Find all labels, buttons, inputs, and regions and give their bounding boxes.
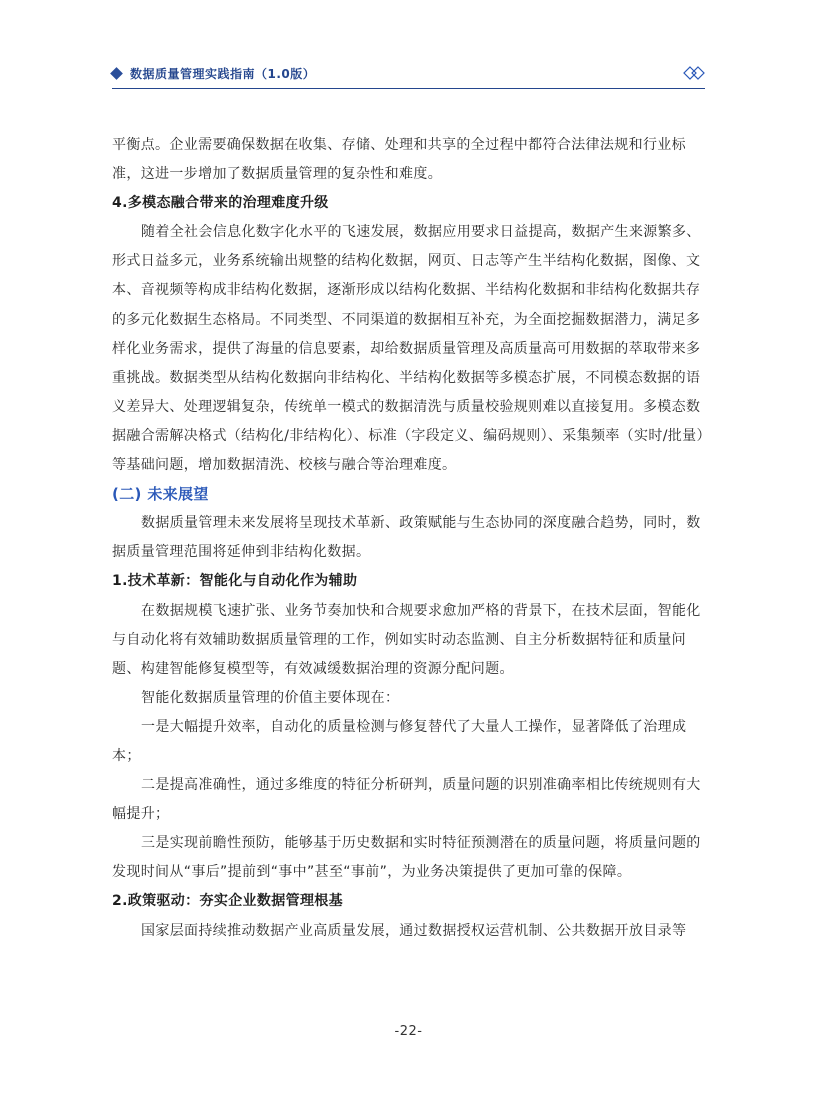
double-diamond-logo-icon (683, 66, 705, 80)
section-heading-future: (二) 未来展望 (112, 485, 209, 504)
page-content (112, 131, 707, 946)
paragraph-future: 数据质量管理未来发展将呈现技术革新、政策赋能与生态协同的深度融合趋势，同时，数据质量管理范围将延伸到非结构化数据。 (112, 515, 701, 561)
page-header (112, 64, 705, 86)
paragraph-multimodal: 随着全社会信息化数字化水平的飞速发展，数据应用要求日益提高，数据产生来源繁多、形式日益多元，业务系统输出规整的结构化数据，网页、日志等产生半结构化数据，图像、文本、音视频等构成非结构化数据，逐渐形成以结构化数据、半结构化数据和非结构化数据共存的多元化数据生态格局。不同类型、不同渠道的数据相互补充，为全面挖掘数据潜力，满足多样化业务需求，提供了海量的信息要素，却给数据质量管理及高质量高可用数据的萃取带来多重挑战。数据类型从结构化数据向非结构化、半结构化数据等多模态扩展，不同模态数据的语义差异大、处理逻辑复杂，传统单一模式的数据清洗与质量校验规则难以直接复用。多模态数据融合需解决格式（结构化/非结构化）、标准（字段定义、编码规则）、采集频率（实时/批量）等基础问题，增加数据清洗、校核与融合等治理难度。 (112, 224, 704, 474)
section-heading-policy: 2.政策驱动：夯实企业数据管理根基 (112, 893, 344, 910)
paragraph-value: 智能化数据质量管理的价值主要体现在： (141, 689, 400, 706)
section-heading-tech: 1.技术革新：智能化与自动化作为辅助 (112, 573, 358, 590)
paragraph-continued: 平衡点。企业需要确保数据在收集、存储、处理和共享的全过程中都符合法律法规和行业标准，这进一步增加了数据质量管理的复杂性和难度。 (112, 137, 686, 183)
paragraph-point-two: 二是提高准确性，通过多维度的特征分析研判，质量问题的识别准确率相比传统规则有大幅提升； (112, 777, 701, 823)
page-number: -22- (394, 1024, 423, 1039)
section-heading-multimodal: 4.多模态融合带来的治理难度升级 (112, 195, 329, 212)
header-divider (112, 88, 705, 89)
paragraph-policy: 国家层面持续推动数据产业高质量发展，通过数据授权运营机制、公共数据开放目录等 (141, 922, 687, 939)
paragraph-point-one: 一是大幅提升效率，自动化的质量检测与修复替代了大量人工操作，显著降低了治理成本； (112, 718, 687, 764)
header-title: 数据质量管理实践指南（1.0版） (130, 67, 316, 81)
paragraph-point-three: 三是实现前瞻性预防，能够基于历史数据和实时特征预测潜在的质量问题，将质量问题的发现时间从“事后”提前到“事中”甚至“事前”，为业务决策提供了更加可靠的保障。 (112, 835, 701, 881)
diamond-bullet-icon (110, 67, 123, 80)
paragraph-tech: 在数据规模飞速扩张、业务节奏加快和合规要求愈加严格的背景下，在技术层面，智能化与自动化将有效辅助数据质量管理的工作，例如实时动态监测、自主分析数据特征和质量问题、构建智能修复模型等，有效减缓数据治理的资源分配问题。 (112, 602, 701, 677)
